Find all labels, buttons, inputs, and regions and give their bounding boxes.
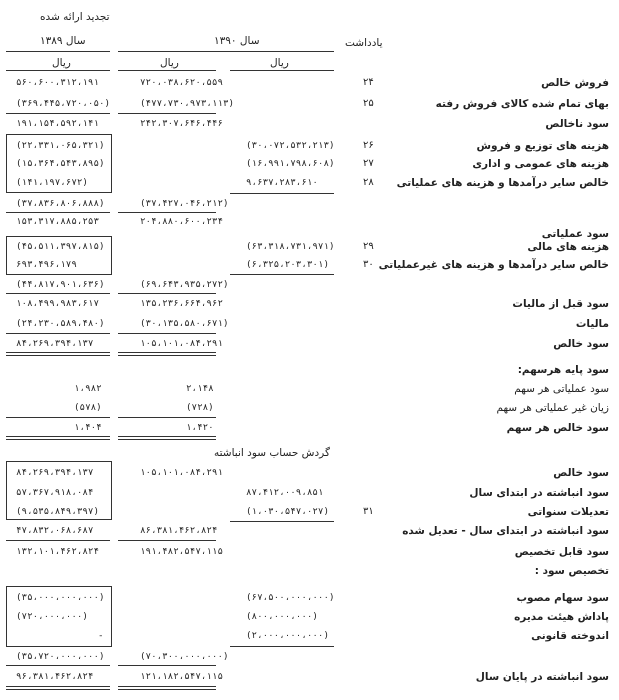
eps-row-1390: ۱،۴۲۰ [186, 422, 214, 433]
double-line [118, 352, 216, 353]
retained-row-1390: ۱۰۵،۱۰۱،۰۸۴،۲۹۱ [140, 467, 223, 478]
retained-row-1389: ۸۴،۲۶۹،۳۹۴،۱۳۷ [16, 467, 94, 478]
income-row-subtotal: (۱۶،۹۹۱،۷۹۸،۶۰۸) [246, 158, 335, 169]
eps-title: سود پایه هرسهم: [517, 364, 609, 376]
retained-row-label: سود قابل تخصیص [514, 546, 609, 558]
income-row [0, 337, 619, 351]
double-line [118, 436, 216, 437]
income-row-1389: (۱۵،۳۶۴،۵۴۳،۸۹۵) [16, 158, 105, 169]
retained-row-1389: (۳۵،۷۲۰،۰۰۰،۰۰۰) [16, 651, 105, 662]
income-row-1389: (۳۷،۸۳۶،۸۰۶،۸۸۸) [16, 198, 105, 209]
retained-row-label: پاداش هیئت مدیره [514, 611, 609, 623]
double-line [6, 355, 110, 356]
income-row-1390: ۲۴۲،۳۰۷،۶۴۶،۴۴۶ [140, 118, 223, 129]
rial-underline-subtotal [230, 70, 334, 71]
subtotal-line [118, 417, 216, 418]
income-row-label: سود خالص [553, 338, 609, 350]
income-row-1389: (۳۶۹،۴۴۵،۷۲۰،۰۵۰) [16, 98, 111, 109]
retained-row-1389: ۱۳۲،۱۰۱،۴۶۲،۸۲۴ [16, 546, 99, 557]
income-row-1389: (۲۴،۲۳۰،۵۸۹،۴۸۰) [16, 318, 105, 329]
subtotal-line [230, 274, 334, 275]
subtotal-line [6, 113, 110, 114]
income-row-1390: ۲۰۴،۸۸۰،۶۰۰،۲۳۴ [140, 216, 223, 227]
retained-row-subtotal: (۲،۰۰۰،۰۰۰،۰۰۰) [246, 630, 329, 641]
income-row [0, 117, 619, 131]
retained-row-1390: ۱۹۱،۴۸۲،۵۴۷،۱۱۵ [140, 546, 223, 557]
retained-row-label: تعدیلات سنواتی [527, 506, 609, 518]
subtotal-line [6, 665, 110, 666]
notes-header: یادداشت [345, 37, 383, 49]
retained-row-1389: - [98, 630, 104, 641]
income-row-1389: (۴۵،۵۱۱،۳۹۷،۸۱۵) [16, 241, 105, 252]
retained-row-1389: ۴۷،۸۳۲،۰۶۸،۶۸۷ [16, 525, 94, 536]
income-row: بهای تمام شده کالای فروش رفته ۲۵ (۴۷۷،۷۳۰،۹۷۳،۱۱۳) (۳۶۹،۴۴۵،۷۲۰،۰۵۰) [16, 98, 609, 110]
income-row: خالص سایر درآمدها و هزینه های غیرعملیاتی ۳۰ (۶،۳۲۵،۲۰۳،۳۰۱) ۶۹۳،۴۹۶،۱۷۹ [16, 259, 609, 271]
retained-row-label: سود انباشته در پایان سال [475, 671, 609, 683]
retained-row [0, 670, 619, 684]
subtotal-line [230, 193, 334, 194]
eps-row [0, 421, 619, 435]
eps-row-1390: (۷۲۸) [186, 402, 214, 413]
subtotal-line [6, 333, 110, 334]
retained-row [0, 591, 619, 605]
retained-row [0, 466, 619, 480]
income-row [0, 317, 619, 331]
retained-row-1389: (۹،۵۳۵،۸۴۹،۳۹۷) [16, 506, 99, 517]
restated-header: تجدید ارائه شده [40, 11, 110, 23]
income-row-1389: ۱۹۱،۱۵۴،۵۹۲،۱۴۱ [16, 118, 99, 129]
income-row-1390: (۳۷،۴۲۷،۰۴۶،۲۱۲) [140, 198, 229, 209]
income-row-1389: (۲۲،۳۳۱،۰۶۵،۳۲۱) [16, 140, 105, 151]
retained-row: تعدیلات سنواتی ۳۱ (۱،۰۳۰،۵۴۷،۰۲۷) (۹،۵۳۵،۸۴۹،۳۹۷) [16, 506, 609, 518]
rial-underline-1389 [6, 70, 110, 71]
income-row-label: سود قبل از مالیات [512, 298, 609, 310]
retained-row-label: سود انباشته در ابتدای سال - تعدیل شده [402, 525, 609, 537]
income-row-1390: (۶۹،۶۴۳،۹۳۵،۲۷۲) [140, 279, 229, 290]
income-row-label: فروش خالص [541, 77, 609, 89]
income-row-1389: ۱۰۸،۴۹۹،۹۸۳،۶۱۷ [16, 298, 99, 309]
year-1390-header: سال ۱۳۹۰ [214, 35, 260, 47]
income-row-label: سود عملیاتی [541, 228, 609, 240]
double-line [6, 439, 110, 440]
eps-row-label: سود عملیاتی هر سهم [514, 383, 609, 395]
income-row [0, 197, 619, 211]
retained-row [0, 610, 619, 624]
income-row-label: هزینه های عمومی و اداری [472, 158, 609, 170]
income-row-1389: ۵۶۰،۶۰۰،۳۱۲،۱۹۱ [16, 77, 99, 88]
income-row-label: خالص سایر درآمدها و هزینه های عملیاتی [396, 177, 609, 189]
income-row-subtotal: (۳۰،۰۷۲،۵۳۲،۲۱۳) [246, 140, 335, 151]
retained-row-1389: (۳۵،۰۰۰،۰۰۰،۰۰۰) [16, 592, 105, 603]
rial-label-subtotal: ریال [270, 57, 289, 69]
header-underline-1389 [6, 51, 110, 52]
retained-row-label: تخصیص سود : [534, 565, 609, 577]
income-row-label: سود ناخالص [545, 118, 609, 130]
retained-row-label: سود خالص [553, 467, 609, 479]
retained-row-1389: ۵۷،۳۶۷،۹۱۸،۰۸۴ [16, 487, 94, 498]
retained-row-1390: (۷۰،۳۰۰،۰۰۰،۰۰۰) [140, 651, 229, 662]
retained-row [0, 524, 619, 538]
eps-row-1389: (۵۷۸) [74, 402, 102, 413]
eps-row-1390: ۲،۱۴۸ [186, 383, 214, 394]
retained-row-label: سود انباشته در ابتدای سال [469, 487, 609, 499]
subtotal-line [118, 293, 216, 294]
retained-row-subtotal: (۶۷،۵۰۰،۰۰۰،۰۰۰) [246, 592, 335, 603]
retained-row [0, 545, 619, 559]
subtotal-line [230, 646, 334, 647]
retained-row-subtotal: ۸۷،۴۱۲،۰۰۹،۸۵۱ [246, 487, 324, 498]
income-row [0, 278, 619, 292]
subtotal-line [118, 333, 216, 334]
income-row: هزینه های مالی ۲۹ (۶۳،۳۱۸،۷۳۱،۹۷۱) (۴۵،۵۱۱،۳۹۷،۸۱۵) [16, 241, 609, 253]
retained-row-1389: (۷۲۰،۰۰۰،۰۰۰) [16, 611, 88, 622]
retained-row-label: اندوخته قانونی [531, 630, 609, 642]
subtotal-line [118, 113, 216, 114]
retained-row-subtotal: (۱،۰۳۰،۵۴۷،۰۲۷) [246, 506, 329, 517]
income-row-label: هزینه های مالی [527, 241, 609, 253]
income-row: فروش خالص ۲۴ ۷۲۰،۰۳۸،۶۲۰،۵۵۹ ۵۶۰،۶۰۰،۳۱۲،۱۹۱ [16, 77, 609, 89]
income-row-label: هزینه های توزیع و فروش [476, 140, 609, 152]
year-1389-header: سال ۱۳۸۹ [40, 35, 86, 47]
eps-row-1389: ۱،۴۰۴ [74, 422, 102, 433]
subtotal-line [118, 212, 216, 213]
income-row-subtotal: ۹،۶۳۷،۲۸۳،۶۱۰ [246, 177, 318, 188]
retained-row [0, 486, 619, 500]
income-row-1389: (۴۴،۸۱۷،۹۰۱،۶۳۶) [16, 279, 105, 290]
double-line [118, 689, 216, 690]
retained-row-1389: ۹۶،۳۸۱،۴۶۲،۸۲۴ [16, 671, 94, 682]
eps-row [0, 382, 619, 396]
header-underline-1390 [118, 51, 334, 52]
eps-row-label: سود خالص هر سهم [506, 422, 609, 434]
subtotal-line [230, 521, 334, 522]
retained-row-1390: ۱۲۱،۱۸۲،۵۴۷،۱۱۵ [140, 671, 223, 682]
income-row-1390: ۷۲۰،۰۳۸،۶۲۰،۵۵۹ [140, 77, 223, 88]
double-line [6, 686, 110, 687]
double-line [118, 439, 216, 440]
eps-row [0, 401, 619, 415]
income-row-label: بهای تمام شده کالای فروش رفته [435, 98, 609, 110]
subtotal-line [118, 540, 216, 541]
income-row-subtotal: (۶۳،۳۱۸،۷۳۱،۹۷۱) [246, 241, 335, 252]
double-line [6, 352, 110, 353]
income-row-1389: ۶۹۳،۴۹۶،۱۷۹ [16, 259, 77, 270]
rial-label-1389: ریال [52, 57, 71, 69]
eps-row-1389: ۱،۹۸۲ [74, 383, 102, 394]
retained-row [0, 650, 619, 664]
retained-row-subtotal: (۸۰۰،۰۰۰،۰۰۰) [246, 611, 318, 622]
income-row: هزینه های عمومی و اداری ۲۷ (۱۶،۹۹۱،۷۹۸،۶۰۸) (۱۵،۳۶۴،۵۴۳،۸۹۵) [16, 158, 609, 170]
retained-row-label: سود سهام مصوب [516, 592, 609, 604]
double-line [118, 686, 216, 687]
subtotal-line [118, 665, 216, 666]
income-row-1389: ۱۵۳،۳۱۷،۸۸۵،۲۵۳ [16, 216, 99, 227]
income-row: خالص سایر درآمدها و هزینه های عملیاتی ۲۸ ۹،۶۳۷،۲۸۳،۶۱۰ (۱۴۱،۱۹۷،۶۷۲) [16, 177, 609, 189]
income-row [0, 297, 619, 311]
double-line [118, 355, 216, 356]
rial-underline-1390 [118, 70, 216, 71]
income-row-1390: ۱۳۵،۲۳۶،۶۶۴،۹۶۲ [140, 298, 223, 309]
retained-row [0, 564, 619, 578]
income-row-1390: (۳۰،۱۳۵،۵۸۰،۶۷۱) [140, 318, 229, 329]
income-row-subtotal: (۶،۳۲۵،۲۰۳،۳۰۱) [246, 259, 329, 270]
rial-label-1390: ریال [160, 57, 179, 69]
income-row-1390: (۴۷۷،۷۳۰،۹۷۳،۱۱۳) [140, 98, 235, 109]
eps-row-label: زیان غیر عملیاتی هر سهم [496, 402, 609, 414]
income-row-1389: (۱۴۱،۱۹۷،۶۷۲) [16, 177, 88, 188]
retained-earnings-title: گردش حساب سود انباشته [214, 447, 330, 459]
subtotal-line [6, 212, 110, 213]
subtotal-line [6, 293, 110, 294]
retained-row-1390: ۸۶،۳۸۱،۴۶۲،۸۲۴ [140, 525, 218, 536]
double-line [6, 689, 110, 690]
income-row-1390: ۱۰۵،۱۰۱،۰۸۴،۲۹۱ [140, 338, 223, 349]
income-row: هزینه های توزیع و فروش ۲۶ (۳۰،۰۷۲،۵۳۲،۲۱۳) (۲۲،۳۳۱،۰۶۵،۳۲۱) [16, 140, 609, 152]
subtotal-line [6, 540, 110, 541]
subtotal-line [6, 417, 110, 418]
double-line [6, 436, 110, 437]
retained-row [0, 629, 619, 643]
income-row-label: مالیات [575, 318, 609, 330]
income-row-1389: ۸۴،۲۶۹،۳۹۴،۱۳۷ [16, 338, 94, 349]
income-row-label: خالص سایر درآمدها و هزینه های غیرعملیاتی [378, 259, 609, 271]
